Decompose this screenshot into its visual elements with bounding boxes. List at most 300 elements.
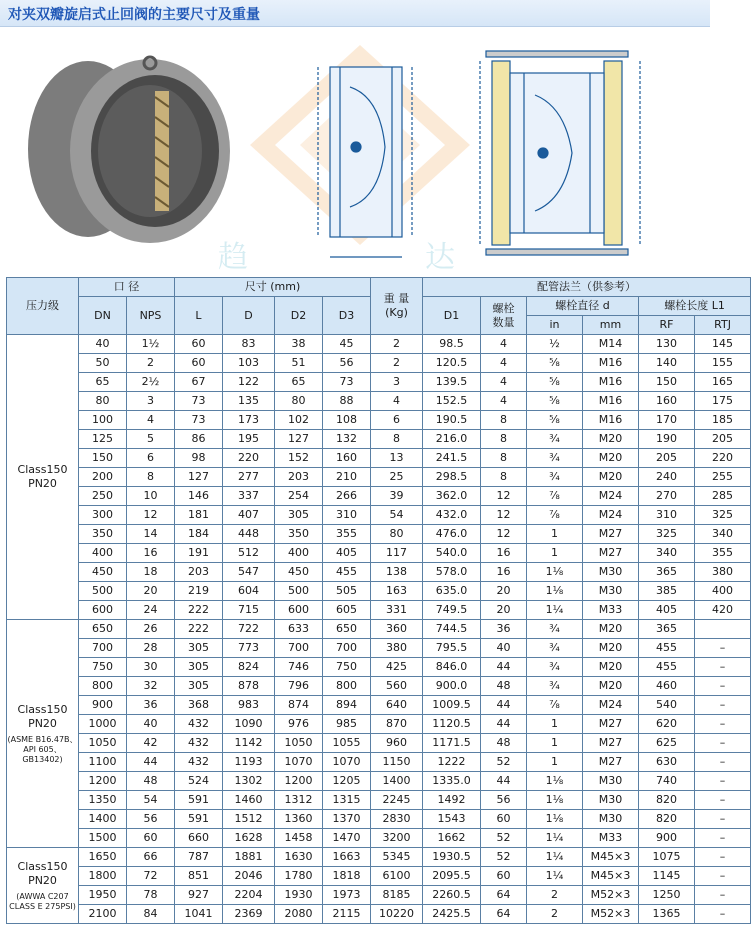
cell-d1: 635.0 (423, 582, 481, 601)
cell-d: 824 (223, 658, 275, 677)
cell-l: 851 (175, 867, 223, 886)
cell-d2: 127 (275, 430, 323, 449)
cell-d1: 1492 (423, 791, 481, 810)
cell-bolt-count: 52 (481, 753, 527, 772)
table-row (7, 639, 751, 658)
cell-l: 432 (175, 734, 223, 753)
cell-bolt-in: ⅝ (527, 392, 583, 411)
cell-l: 432 (175, 753, 223, 772)
cell-bolt-count: 16 (481, 563, 527, 582)
cell-length-rf: 140 (639, 354, 695, 373)
cell-length-rf: 130 (639, 335, 695, 354)
cell-length-rf: 310 (639, 506, 695, 525)
cell-bolt-in: 1⅛ (527, 810, 583, 829)
cell-d: 135 (223, 392, 275, 411)
cell-d3: 605 (323, 601, 371, 620)
cell-weight: 1400 (371, 772, 423, 791)
cell-nps: 56 (127, 810, 175, 829)
cell-d1: 241.5 (423, 449, 481, 468)
cell-nps: 28 (127, 639, 175, 658)
header-mm: mm (583, 316, 639, 335)
cell-bolt-count: 44 (481, 715, 527, 734)
cell-length-rf: 625 (639, 734, 695, 753)
cell-d3: 310 (323, 506, 371, 525)
header-d1: D1 (423, 297, 481, 335)
cell-l: 67 (175, 373, 223, 392)
cell-d3: 1470 (323, 829, 371, 848)
cell-length-rtj: 185 (695, 411, 751, 430)
cell-dn: 450 (79, 563, 127, 582)
cell-bolt-count: 44 (481, 696, 527, 715)
cell-nps: 24 (127, 601, 175, 620)
cell-length-rtj: 205 (695, 430, 751, 449)
header-d: D (223, 297, 275, 335)
cell-bolt-in: ¾ (527, 468, 583, 487)
cell-length-rtj: – (695, 696, 751, 715)
cell-bolt-count: 4 (481, 354, 527, 373)
cell-d1: 1662 (423, 829, 481, 848)
cell-l: 305 (175, 639, 223, 658)
cell-d: 2369 (223, 905, 275, 924)
header-rf: RF (639, 316, 695, 335)
cell-dn: 1100 (79, 753, 127, 772)
cell-d1: 744.5 (423, 620, 481, 639)
cell-dn: 350 (79, 525, 127, 544)
cell-d: 1090 (223, 715, 275, 734)
table-row (7, 468, 751, 487)
cell-nps: 42 (127, 734, 175, 753)
cell-nps: 10 (127, 487, 175, 506)
cell-bolt-count: 12 (481, 506, 527, 525)
cell-weight: 1150 (371, 753, 423, 772)
pressure-class-cell (7, 848, 79, 924)
cell-l: 1041 (175, 905, 223, 924)
cell-d2: 746 (275, 658, 323, 677)
cell-weight: 163 (371, 582, 423, 601)
table-row (7, 411, 751, 430)
cell-d: 547 (223, 563, 275, 582)
cell-d3: 160 (323, 449, 371, 468)
cell-bolt-mm: M30 (583, 563, 639, 582)
cell-nps: 20 (127, 582, 175, 601)
cell-nps: 60 (127, 829, 175, 848)
cell-d2: 1930 (275, 886, 323, 905)
cell-length-rf: 190 (639, 430, 695, 449)
cell-nps: 2½ (127, 373, 175, 392)
cell-d3: 108 (323, 411, 371, 430)
cell-length-rtj: – (695, 829, 751, 848)
cell-bolt-in: 1 (527, 715, 583, 734)
cell-length-rtj: 220 (695, 449, 751, 468)
cell-d: 277 (223, 468, 275, 487)
cell-bolt-in: ¾ (527, 430, 583, 449)
cell-d1: 540.0 (423, 544, 481, 563)
cell-bolt-count: 4 (481, 335, 527, 354)
cell-d3: 73 (323, 373, 371, 392)
cell-d3: 1205 (323, 772, 371, 791)
cell-weight: 380 (371, 639, 423, 658)
cell-bolt-in: 1¼ (527, 601, 583, 620)
cell-l: 222 (175, 601, 223, 620)
cell-d2: 254 (275, 487, 323, 506)
table-row (7, 696, 751, 715)
cell-length-rtj: 165 (695, 373, 751, 392)
cell-d2: 1312 (275, 791, 323, 810)
table-row (7, 487, 751, 506)
cell-d: 878 (223, 677, 275, 696)
cell-length-rf: 365 (639, 563, 695, 582)
cell-bolt-count: 36 (481, 620, 527, 639)
standard-note: (AWWA C207 CLASS E 275PSI) (9, 891, 76, 911)
table-row (7, 392, 751, 411)
cell-l: 181 (175, 506, 223, 525)
cell-bolt-count: 52 (481, 848, 527, 867)
cell-l: 191 (175, 544, 223, 563)
cell-bolt-in: ⅞ (527, 696, 583, 715)
cell-bolt-in: ¾ (527, 677, 583, 696)
cell-length-rtj: – (695, 867, 751, 886)
cell-length-rf: 385 (639, 582, 695, 601)
cell-bolt-count: 4 (481, 373, 527, 392)
cell-bolt-in: 2 (527, 905, 583, 924)
cell-l: 127 (175, 468, 223, 487)
cell-bolt-in: 1 (527, 753, 583, 772)
cell-l: 927 (175, 886, 223, 905)
cell-weight: 3200 (371, 829, 423, 848)
header-dn: DN (79, 297, 127, 335)
cell-bolt-in: ¾ (527, 620, 583, 639)
cell-bolt-mm: M16 (583, 354, 639, 373)
cell-length-rf: 820 (639, 791, 695, 810)
cell-bolt-mm: M27 (583, 544, 639, 563)
cell-l: 591 (175, 810, 223, 829)
cell-d: 83 (223, 335, 275, 354)
header-size: 尺寸 (mm) (175, 278, 371, 297)
cell-bolt-in: ⅝ (527, 373, 583, 392)
table-row (7, 373, 751, 392)
cell-d: 122 (223, 373, 275, 392)
cell-d2: 203 (275, 468, 323, 487)
cell-bolt-in: 1¼ (527, 829, 583, 848)
cell-length-rf: 455 (639, 658, 695, 677)
header-bolt-length: 螺栓长度 L1 (639, 297, 751, 316)
cell-d2: 1458 (275, 829, 323, 848)
cell-nps: 54 (127, 791, 175, 810)
cell-dn: 65 (79, 373, 127, 392)
cell-d2: 102 (275, 411, 323, 430)
header-bolt-diameter: 螺栓直径 d (527, 297, 639, 316)
cell-length-rf: 340 (639, 544, 695, 563)
cell-d2: 51 (275, 354, 323, 373)
cell-bolt-mm: M24 (583, 487, 639, 506)
illustration-area (0, 27, 710, 277)
cell-nps: 84 (127, 905, 175, 924)
cell-d2: 976 (275, 715, 323, 734)
cell-bolt-mm: M33 (583, 829, 639, 848)
cell-bolt-mm: M20 (583, 468, 639, 487)
cell-weight: 8 (371, 430, 423, 449)
cell-d1: 298.5 (423, 468, 481, 487)
cell-bolt-mm: M30 (583, 791, 639, 810)
cell-bolt-in: ¾ (527, 658, 583, 677)
cell-length-rtj: – (695, 886, 751, 905)
cell-bolt-in: 1¼ (527, 867, 583, 886)
cell-length-rtj: – (695, 905, 751, 924)
cell-l: 660 (175, 829, 223, 848)
cell-bolt-in: ⅞ (527, 487, 583, 506)
cell-length-rtj: 325 (695, 506, 751, 525)
cell-bolt-mm: M16 (583, 373, 639, 392)
valve-photo (28, 57, 230, 243)
table-row (7, 430, 751, 449)
cell-bolt-in: 1⅛ (527, 582, 583, 601)
cell-l: 591 (175, 791, 223, 810)
cell-bolt-mm: M30 (583, 582, 639, 601)
cell-d: 2204 (223, 886, 275, 905)
cell-l: 73 (175, 411, 223, 430)
table-row (7, 354, 751, 373)
cell-d1: 476.0 (423, 525, 481, 544)
table-row (7, 715, 751, 734)
cell-bolt-mm: M27 (583, 734, 639, 753)
cell-bolt-mm: M24 (583, 696, 639, 715)
cell-weight: 6 (371, 411, 423, 430)
cell-dn: 1000 (79, 715, 127, 734)
cell-bolt-mm: M20 (583, 639, 639, 658)
cell-weight: 10220 (371, 905, 423, 924)
cell-length-rtj: – (695, 753, 751, 772)
cell-nps: 3 (127, 392, 175, 411)
watermark-text: 趋 (218, 240, 248, 275)
cell-d3: 1973 (323, 886, 371, 905)
cell-bolt-in: 1 (527, 734, 583, 753)
cell-d1: 1930.5 (423, 848, 481, 867)
cell-bolt-count: 64 (481, 886, 527, 905)
cell-l: 203 (175, 563, 223, 582)
cell-length-rf: 820 (639, 810, 695, 829)
cell-length-rf: 460 (639, 677, 695, 696)
table-row (7, 525, 751, 544)
flange-assembly-drawing (480, 51, 640, 255)
cell-weight: 360 (371, 620, 423, 639)
cell-nps: 12 (127, 506, 175, 525)
cell-d: 722 (223, 620, 275, 639)
cell-d2: 500 (275, 582, 323, 601)
cell-weight: 5345 (371, 848, 423, 867)
cell-weight: 2 (371, 335, 423, 354)
cell-dn: 1400 (79, 810, 127, 829)
table-row (7, 753, 751, 772)
cell-d2: 1200 (275, 772, 323, 791)
cell-l: 787 (175, 848, 223, 867)
cell-d2: 1050 (275, 734, 323, 753)
cell-bolt-in: ¾ (527, 449, 583, 468)
cell-bolt-in: 1⅛ (527, 772, 583, 791)
cell-d2: 80 (275, 392, 323, 411)
cell-weight: 331 (371, 601, 423, 620)
cell-d: 173 (223, 411, 275, 430)
table-row (7, 772, 751, 791)
cell-length-rf: 740 (639, 772, 695, 791)
cell-d1: 795.5 (423, 639, 481, 658)
cell-bolt-in: 2 (527, 886, 583, 905)
cell-d1: 1543 (423, 810, 481, 829)
cell-d2: 2080 (275, 905, 323, 924)
cell-d3: 1055 (323, 734, 371, 753)
cell-d: 1302 (223, 772, 275, 791)
cell-d1: 1009.5 (423, 696, 481, 715)
cell-dn: 1500 (79, 829, 127, 848)
cell-d2: 1630 (275, 848, 323, 867)
cell-bolt-in: ¾ (527, 639, 583, 658)
cell-d3: 1070 (323, 753, 371, 772)
cell-dn: 2100 (79, 905, 127, 924)
cell-d2: 38 (275, 335, 323, 354)
cell-bolt-mm: M27 (583, 525, 639, 544)
cell-bolt-count: 12 (481, 487, 527, 506)
cell-length-rf: 160 (639, 392, 695, 411)
cell-length-rf: 240 (639, 468, 695, 487)
page-title-bar (0, 0, 710, 27)
cell-d: 715 (223, 601, 275, 620)
cell-bolt-mm: M30 (583, 810, 639, 829)
table-row (7, 582, 751, 601)
cell-d2: 1780 (275, 867, 323, 886)
cell-d1: 1120.5 (423, 715, 481, 734)
cell-l: 86 (175, 430, 223, 449)
cell-d: 103 (223, 354, 275, 373)
cell-bolt-mm: M16 (583, 392, 639, 411)
cell-length-rf: 170 (639, 411, 695, 430)
cell-length-rtj: 255 (695, 468, 751, 487)
table-row (7, 829, 751, 848)
cell-d1: 578.0 (423, 563, 481, 582)
cell-l: 146 (175, 487, 223, 506)
cell-d3: 210 (323, 468, 371, 487)
header-rtj: RTJ (695, 316, 751, 335)
cell-dn: 125 (79, 430, 127, 449)
cell-weight: 8185 (371, 886, 423, 905)
cell-weight: 4 (371, 392, 423, 411)
cell-nps: 48 (127, 772, 175, 791)
cell-length-rf: 1250 (639, 886, 695, 905)
cell-bolt-count: 8 (481, 449, 527, 468)
cell-bolt-count: 8 (481, 468, 527, 487)
cell-dn: 1950 (79, 886, 127, 905)
cell-length-rtj: – (695, 772, 751, 791)
cell-length-rf: 325 (639, 525, 695, 544)
cell-bolt-in: 1⅛ (527, 563, 583, 582)
table-row (7, 734, 751, 753)
cell-length-rf: 1075 (639, 848, 695, 867)
cell-length-rf: 270 (639, 487, 695, 506)
cell-d3: 88 (323, 392, 371, 411)
cell-weight: 80 (371, 525, 423, 544)
cell-length-rtj: – (695, 848, 751, 867)
table-row (7, 563, 751, 582)
header-nps: NPS (127, 297, 175, 335)
cell-length-rtj: – (695, 791, 751, 810)
cell-l: 219 (175, 582, 223, 601)
cell-bolt-in: ⅝ (527, 411, 583, 430)
cell-length-rf: 900 (639, 829, 695, 848)
cell-length-rtj: 175 (695, 392, 751, 411)
header-pressure-class: 压力级 (7, 278, 79, 335)
table-row (7, 791, 751, 810)
cell-dn: 80 (79, 392, 127, 411)
cell-d1: 98.5 (423, 335, 481, 354)
cell-d: 220 (223, 449, 275, 468)
cell-bolt-mm: M33 (583, 601, 639, 620)
cell-weight: 13 (371, 449, 423, 468)
cell-d1: 362.0 (423, 487, 481, 506)
cell-bolt-mm: M20 (583, 430, 639, 449)
cell-bolt-count: 4 (481, 392, 527, 411)
cell-l: 368 (175, 696, 223, 715)
cell-nps: 66 (127, 848, 175, 867)
cell-d2: 600 (275, 601, 323, 620)
cell-nps: 14 (127, 525, 175, 544)
cell-bolt-count: 60 (481, 810, 527, 829)
cell-weight: 2 (371, 354, 423, 373)
cell-bolt-mm: M20 (583, 620, 639, 639)
cell-d1: 2425.5 (423, 905, 481, 924)
cell-weight: 6100 (371, 867, 423, 886)
cell-d1: 432.0 (423, 506, 481, 525)
cell-d1: 1222 (423, 753, 481, 772)
cell-d: 448 (223, 525, 275, 544)
cell-d1: 152.5 (423, 392, 481, 411)
cell-nps: 16 (127, 544, 175, 563)
cell-length-rf: 205 (639, 449, 695, 468)
cell-length-rtj: – (695, 734, 751, 753)
cell-d: 512 (223, 544, 275, 563)
cell-d3: 650 (323, 620, 371, 639)
cell-length-rf: 630 (639, 753, 695, 772)
cell-nps: 8 (127, 468, 175, 487)
cell-weight: 138 (371, 563, 423, 582)
cell-d3: 750 (323, 658, 371, 677)
table-row (7, 544, 751, 563)
cell-d: 195 (223, 430, 275, 449)
cell-l: 222 (175, 620, 223, 639)
cell-weight: 640 (371, 696, 423, 715)
cell-length-rtj: – (695, 658, 751, 677)
page-title: 对夹双瓣旋启式止回阀的主要尺寸及重量 (8, 7, 260, 23)
cell-dn: 40 (79, 335, 127, 354)
header-flange: 配管法兰（供参考） (423, 278, 751, 297)
cell-d1: 749.5 (423, 601, 481, 620)
cell-bolt-in: ½ (527, 335, 583, 354)
cell-d3: 132 (323, 430, 371, 449)
pressure-class-cell (7, 335, 79, 620)
cell-d1: 2260.5 (423, 886, 481, 905)
cell-dn: 1050 (79, 734, 127, 753)
cell-length-rf: 455 (639, 639, 695, 658)
cell-nps: 4 (127, 411, 175, 430)
cell-dn: 300 (79, 506, 127, 525)
table-row (7, 449, 751, 468)
cell-d2: 633 (275, 620, 323, 639)
cell-nps: 6 (127, 449, 175, 468)
cell-bolt-mm: M27 (583, 753, 639, 772)
cell-length-rf: 1365 (639, 905, 695, 924)
cell-d2: 305 (275, 506, 323, 525)
cell-length-rf: 1145 (639, 867, 695, 886)
cell-d2: 1070 (275, 753, 323, 772)
cell-nps: 5 (127, 430, 175, 449)
cell-bolt-count: 64 (481, 905, 527, 924)
